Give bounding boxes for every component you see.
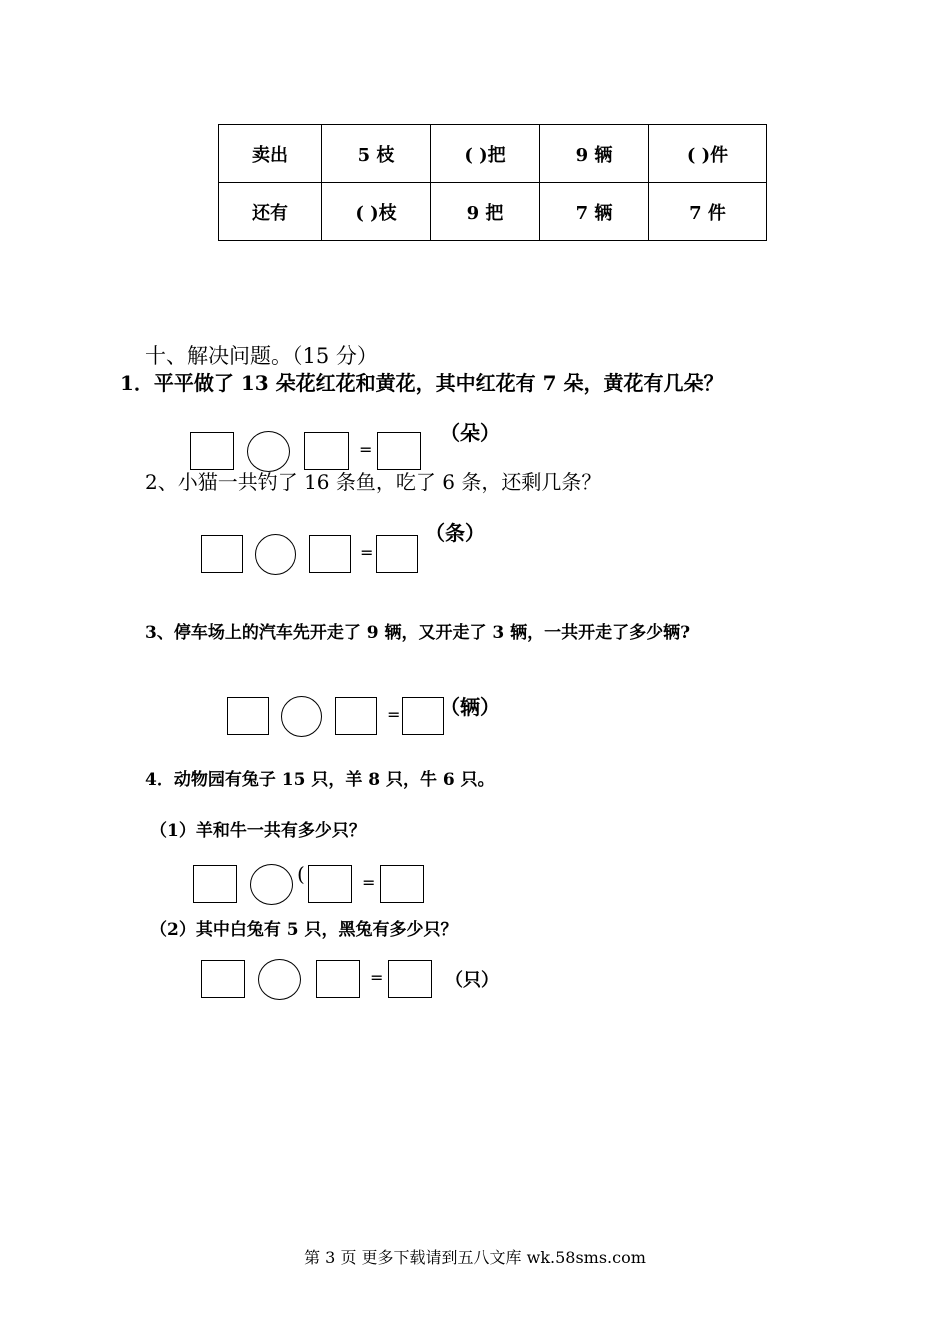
table-row — [219, 183, 767, 241]
equals-sign: = — [370, 968, 384, 987]
goods-table — [218, 124, 767, 241]
operator-circle[interactable] — [258, 959, 301, 1000]
equals-sign: = — [387, 705, 401, 724]
equals-sign: = — [359, 440, 373, 459]
question-4-sub1-text: （1）羊和牛一共有多少只？ — [150, 821, 366, 841]
unit-label: （只） — [445, 970, 499, 991]
answer-box[interactable] — [308, 865, 352, 903]
question-4-text: 4．动物园有兔子 15 只，羊 8 只，牛 6 只。 — [145, 770, 495, 790]
answer-box[interactable] — [335, 697, 377, 735]
equals-sign: = — [362, 873, 376, 892]
answer-box[interactable] — [309, 535, 351, 573]
answer-box[interactable] — [193, 865, 237, 903]
answer-box[interactable] — [304, 432, 349, 470]
question-3-text: 3、停车场上的汽车先开走了 9 辆，又开走了 3 辆，一共开走了多少辆? — [145, 623, 691, 643]
answer-box[interactable] — [201, 960, 245, 998]
page-footer: 第 3 页 更多下载请到五八文库 wk.58sms.com — [304, 1248, 646, 1267]
table-cell: 9 辆 — [540, 125, 649, 183]
stray-paren: ( — [297, 862, 305, 886]
table-row — [219, 125, 767, 183]
table-cell: ( )件 — [649, 125, 767, 183]
table-cell: ( )把 — [431, 125, 540, 183]
answer-box[interactable] — [377, 432, 421, 470]
operator-circle[interactable] — [281, 696, 322, 737]
answer-box[interactable] — [402, 697, 444, 735]
answer-box[interactable] — [376, 535, 418, 573]
answer-box[interactable] — [380, 865, 424, 903]
question-4-sub2-text: （2）其中白兔有 5 只，黑兔有多少只？ — [150, 920, 458, 940]
answer-box[interactable] — [316, 960, 360, 998]
table-cell: 卖出 — [219, 125, 322, 183]
equals-sign: = — [360, 543, 374, 562]
unit-label: （条） — [425, 521, 485, 545]
table-cell: 5 枝 — [322, 125, 431, 183]
answer-box[interactable] — [190, 432, 234, 470]
table-cell: 9 把 — [431, 183, 540, 241]
unit-label: （辆） — [440, 695, 500, 719]
answer-box[interactable] — [201, 535, 243, 573]
table-cell: 还有 — [219, 183, 322, 241]
table-cell: ( )枝 — [322, 183, 431, 241]
operator-circle[interactable] — [255, 534, 296, 575]
unit-label: （朵） — [440, 421, 500, 445]
section-title: 十、解决问题。（15 分） — [145, 344, 378, 368]
question-2-text: 2、小猫一共钓了 16 条鱼，吃了 6 条，还剩几条？ — [145, 470, 602, 494]
table-cell: 7 件 — [649, 183, 767, 241]
table-cell: 7 辆 — [540, 183, 649, 241]
answer-box[interactable] — [388, 960, 432, 998]
question-1-text: 1．平平做了 13 朵花红花和黄花，其中红花有 7 朵，黄花有几朵？ — [120, 371, 724, 395]
operator-circle[interactable] — [250, 864, 293, 905]
answer-box[interactable] — [227, 697, 269, 735]
